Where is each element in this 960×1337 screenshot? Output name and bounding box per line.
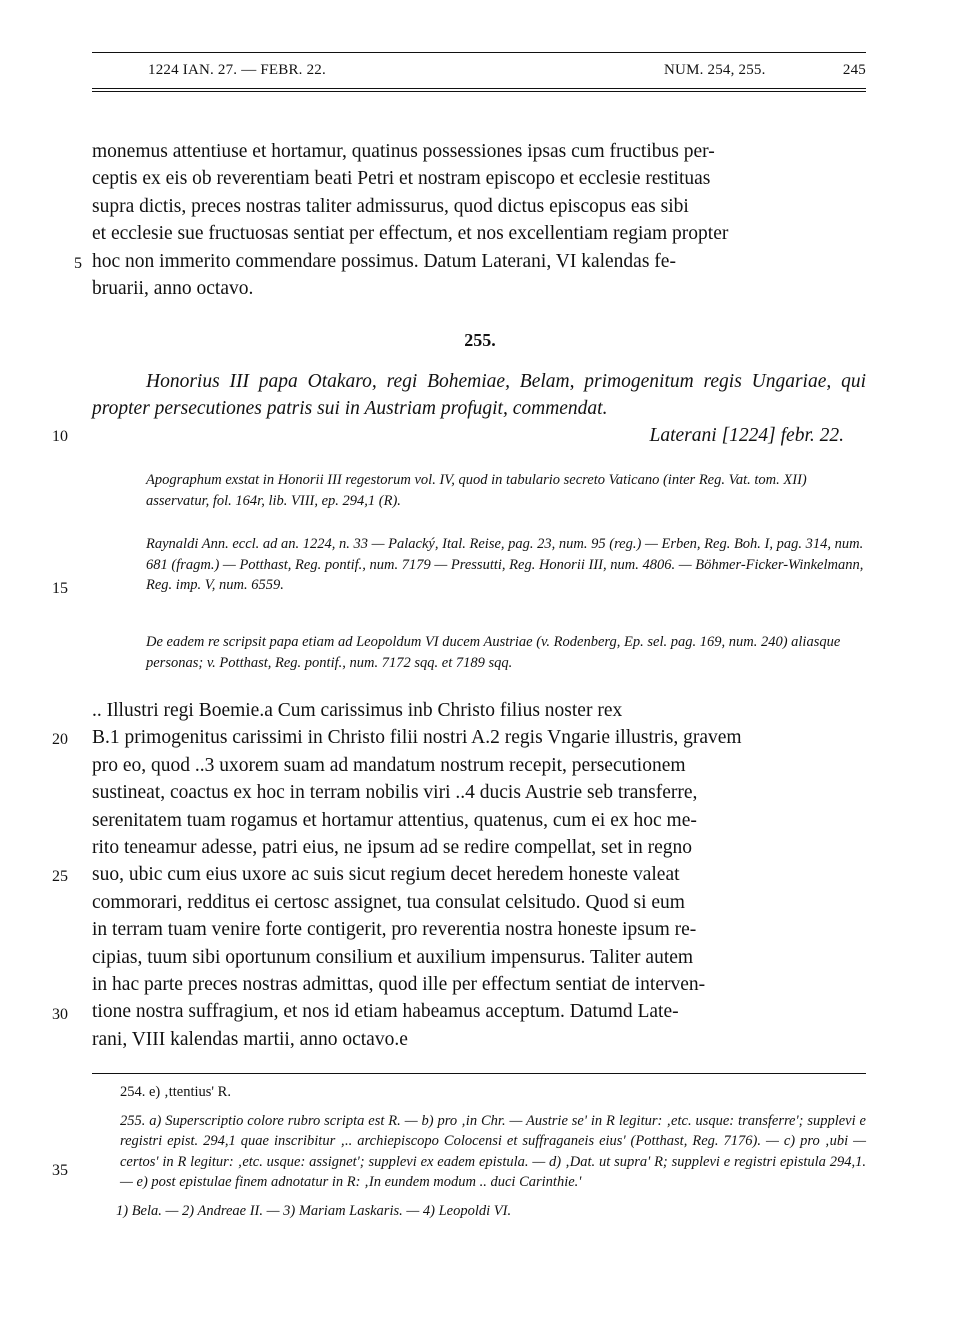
footnotes: [92, 1082, 866, 1221]
letter-line: in hac parte preces nostras admittas, quod ille per effectum sentiat de interven-: [92, 974, 706, 996]
text-line: ceptis ex eis ob reverentiam beati Petri et nostram episcopo et ecclesie restituas: [92, 168, 711, 190]
text-line: supra dictis, preces nostras taliter admissurus, quod dictus episcopus eas sibi: [92, 195, 689, 217]
related-note: De eadem re scripsit papa etiam ad Leopoldum VI ducem Austriae (v. Rodenberg, Ep. sel. pag. 169, num. 240) aliasque personas; v. Potthast, Reg. pontif., num. 7172 sqq. et 7189 sqq.: [146, 634, 841, 671]
text-line: bruarii, anno octavo.: [92, 278, 254, 300]
footnote-rule: [92, 1073, 866, 1074]
text-line: et ecclesie sue fructuosas sentiat per effectum, et nos excellentiam regiam propter: [92, 223, 729, 245]
letter-line: commorari, redditus ei certosc assignet, tua consulat celsitudo. Quod si eum: [92, 891, 685, 913]
line-number: 25: [52, 868, 68, 885]
text-line: hoc non immerito commendare possimus. Datum Laterani, VI kalendas fe-: [92, 250, 676, 272]
place-date: Laterani [1224] febr. 22.: [649, 425, 844, 446]
letter-line: rito teneamur adesse, patri eius, ne ipsum ad se redire compellat, set in regno: [92, 837, 692, 859]
letter-line: .. Illustri regi Boemie.a Cum carissimus inb Christo filius noster rex: [92, 700, 623, 721]
running-header: [92, 62, 866, 82]
page-number: 245: [842, 62, 866, 78]
footnote-persons: 1) Bela. — 2) Andreae II. — 3) Mariam Laskaris. — 4) Leopoldi VI.: [116, 1202, 512, 1219]
letter-line: in terram tuam venire forte contigerit, pro reverentia nostra honeste ipsum re-: [92, 919, 697, 941]
letter-text: [92, 697, 866, 1053]
footnote-254: 254. e) ‚ttentius' R.: [120, 1084, 231, 1100]
header-rule-bottom-2: [92, 91, 866, 92]
literature-note: Raynaldi Ann. eccl. ad an. 1224, n. 33 — Palacký, Ital. Reise, pag. 23, num. 95 (reg.) — Erben, Reg. Boh. I, pag. 314, num. 681 (fragm.) — Potthast, Reg. pontif., num. 7179 — Pressutti, Reg. Honorii III, num. 4806. — Böhmer-Ficker-Winkelmann, Reg. imp. V, num. 6559.: [146, 536, 864, 593]
letter-line: sustineat, coactus ex hoc in terram nobilis viri ..4 ducis Austrie seb transferre,: [92, 782, 698, 804]
letter-line: pro eo, quod ..3 uxorem suam ad mandatum nostrum recepit, persecutionem: [92, 754, 686, 776]
letter-line: tione nostra suffragium, et nos id etiam habeamus acceptum. Datumd Late-: [92, 1001, 679, 1023]
regest: [92, 368, 866, 452]
letter-line: serenitatem tuam rogamus et hortamur attentius, quatenus, cum ei ex hoc me-: [92, 809, 697, 831]
line-number: 5: [74, 255, 82, 272]
letter-line: B.1 primogenitus carissimi in Christo filii nostri A.2 regis Vngarie illustris, gravem: [92, 727, 742, 749]
footnote-255: 255. a) Superscriptio colore rubro scripta est R. — b) pro ‚in Chr. — Austrie se' in R legitur: ‚etc. usque: transferre'; supplevi e registri epist. 294,1 quae inscribitur ‚.. archiepiscopo Colocensi et suffraganeis eius' (Potthast, Reg. 7176). — c) pro ‚ubi — certos' in R legitur: ‚etc. usque: assignet'; supplevi ex eadem epistula. — d) ‚Dat. ut supra' R; supplevi e registri epistula 294,1. — e) post epistulae finem adnotatur in R: ‚In eundem modum .. duci Carinthie.': [120, 1112, 866, 1190]
header-rule-bottom: [92, 88, 866, 89]
document-number: 255.: [464, 330, 496, 350]
line-number: 15: [52, 580, 68, 597]
letter-line: cipias, tuum sibi oportunum consilium et auxilium impensurus. Taliter autem: [92, 946, 694, 968]
line-number: 20: [52, 731, 68, 748]
line-number: 10: [52, 428, 68, 445]
letter-line: rani, VIII kalendas martii, anno octavo.e: [92, 1028, 408, 1050]
header-rule-top: [92, 52, 866, 53]
header-numbers: NUM. 254, 255.: [664, 62, 766, 78]
letter-line: suo, ubic cum eius uxore ac suis sicut regium decet heredem honeste valeat: [92, 864, 680, 886]
continued-text: [92, 138, 866, 302]
regest-text: Honorius III papa Otakaro, regi Bohemiae, Belam, primogenitum regis Ungariae, qui propter persecutiones patris sui in Austriam profugit, commendat.: [92, 371, 866, 419]
line-number: 35: [52, 1162, 68, 1179]
source-note: Apographum exstat in Honorii III regestorum vol. IV, quod in tabulario secreto Vaticano (inter Reg. Vat. tom. XII) asservatur, fol. 164r, lib. VIII, ep. 294,1 (R).: [146, 472, 807, 509]
line-number: 30: [52, 1006, 68, 1023]
header-date-range: 1224 IAN. 27. — FEBR. 22.: [148, 62, 326, 78]
text-line: monemus attentiuse et hortamur, quatinus possessiones ipsas cum fructibus per-: [92, 141, 715, 162]
